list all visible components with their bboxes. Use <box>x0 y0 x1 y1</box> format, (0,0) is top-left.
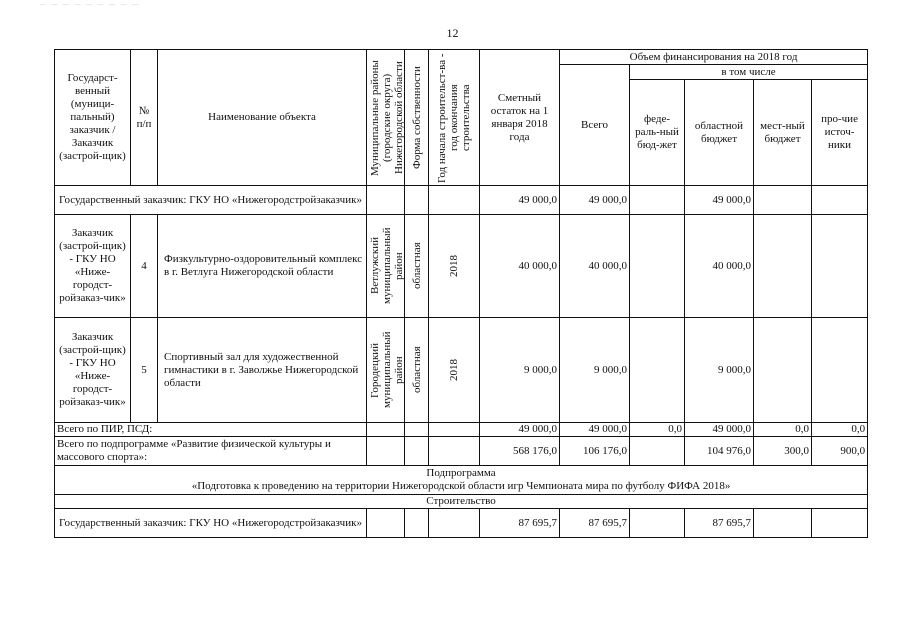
header-ownership-text: Форма собственности <box>410 66 423 169</box>
regional-cell: 104 976,0 <box>685 437 754 466</box>
federal-cell <box>630 215 685 318</box>
federal-cell <box>630 509 685 538</box>
empty-cell <box>367 186 405 215</box>
table-row-item <box>55 215 868 318</box>
balance-cell: 49 000,0 <box>480 186 560 215</box>
group-label: Государственный заказчик: ГКУ НО «Нижегородстройзаказчик» <box>55 509 367 538</box>
total-cell: 87 695,7 <box>560 509 630 538</box>
local-cell: 0,0 <box>754 423 812 437</box>
header-row-1 <box>55 50 868 65</box>
header-districts-text: Муниципальные районы (городские округа) Нижегородской области <box>369 59 405 176</box>
total-cell: 40 000,0 <box>560 215 630 318</box>
empty-cell <box>405 437 429 466</box>
years-text: 2018 <box>448 255 460 277</box>
num-cell: 4 <box>131 215 158 318</box>
total-cell: 49 000,0 <box>560 186 630 215</box>
other-cell: 0,0 <box>812 423 868 437</box>
empty-cell <box>405 186 429 215</box>
district-text: Ветлужский муниципальный район <box>369 227 405 305</box>
customer-cell: Заказчик (застрой-щик) - ГКУ НО «Ниже-городст-ройзаказ-чик» <box>55 215 131 318</box>
sum-label: Всего по ПИР, ПСД: <box>55 423 367 437</box>
total-cell: 106 176,0 <box>560 437 630 466</box>
scan-artifact-marks: — — — — — — — — — <box>40 2 140 8</box>
other-cell <box>812 318 868 423</box>
header-object-name: Наименование объекта <box>158 50 367 186</box>
local-cell <box>754 509 812 538</box>
regional-cell: 9 000,0 <box>685 318 754 423</box>
empty-cell <box>429 437 480 466</box>
regional-cell: 87 695,7 <box>685 509 754 538</box>
table-row-group <box>55 509 868 538</box>
local-cell <box>754 318 812 423</box>
years-text: 2018 <box>448 359 460 381</box>
federal-cell <box>630 318 685 423</box>
header-years-text: Год начала строительст-ва - год окончания строительства <box>436 52 472 183</box>
financing-table <box>54 49 868 538</box>
district-cell <box>367 318 405 423</box>
years-cell <box>429 318 480 423</box>
subprogram-row <box>55 466 868 495</box>
other-cell <box>812 509 868 538</box>
ownership-text: областная <box>410 242 423 290</box>
balance-cell: 87 695,7 <box>480 509 560 538</box>
years-cell <box>429 215 480 318</box>
empty-cell <box>429 186 480 215</box>
header-total: Всего <box>560 65 630 186</box>
balance-cell: 9 000,0 <box>480 318 560 423</box>
ownership-cell <box>405 318 429 423</box>
local-cell <box>754 215 812 318</box>
district-cell <box>367 215 405 318</box>
empty-cell <box>405 423 429 437</box>
district-text: Городецкий муниципальный район <box>369 331 405 409</box>
header-including: в том числе <box>630 65 868 80</box>
header-customer: Государст-венный (муници-пальный) заказчик / Заказчик (застрой-щик) <box>55 50 131 186</box>
header-funding: Объем финансирования на 2018 год <box>560 50 868 65</box>
ownership-cell <box>405 215 429 318</box>
header-balance: Сметный остаток на 1 января 2018 года <box>480 50 560 186</box>
header-years <box>429 50 480 186</box>
federal-cell <box>630 186 685 215</box>
header-ownership <box>405 50 429 186</box>
num-cell: 5 <box>131 318 158 423</box>
sum-label: Всего по подпрограмме «Развитие физической культуры и массового спорта»: <box>55 437 367 466</box>
group-label: Государственный заказчик: ГКУ НО «Нижегородстройзаказчик» <box>55 186 367 215</box>
object-name-cell: Спортивный зал для художественной гимнастики в г. Заволжье Нижегородской области <box>158 318 367 423</box>
empty-cell <box>405 509 429 538</box>
empty-cell <box>429 509 480 538</box>
customer-cell: Заказчик (застрой-щик) - ГКУ НО «Ниже-городст-ройзаказ-чик» <box>55 318 131 423</box>
subprogram-cell <box>55 466 868 495</box>
header-districts <box>367 50 405 186</box>
object-name-cell: Физкультурно-оздоровительный комплекс в г. Ветлуга Нижегородской области <box>158 215 367 318</box>
section-title: Строительство <box>55 495 868 509</box>
empty-cell <box>429 423 480 437</box>
header-regional: областной бюджет <box>685 80 754 186</box>
total-cell: 49 000,0 <box>560 423 630 437</box>
regional-cell: 49 000,0 <box>685 423 754 437</box>
other-cell <box>812 186 868 215</box>
balance-cell: 568 176,0 <box>480 437 560 466</box>
section-row <box>55 495 868 509</box>
table-row-group <box>55 186 868 215</box>
other-cell <box>812 215 868 318</box>
balance-cell: 40 000,0 <box>480 215 560 318</box>
subprogram-title: Подпрограмма <box>426 467 496 479</box>
empty-cell <box>367 509 405 538</box>
table-row-item <box>55 318 868 423</box>
table-row-sum <box>55 437 868 466</box>
regional-cell: 49 000,0 <box>685 186 754 215</box>
ownership-text: областная <box>410 346 423 394</box>
subprogram-name: «Подготовка к проведению на территории Нижегородской области игр Чемпионата мира по футболу ФИФА 2018» <box>191 480 731 492</box>
federal-cell: 0,0 <box>630 423 685 437</box>
page-number: 12 <box>446 26 459 40</box>
header-federal: феде-раль-ный бюд-жет <box>630 80 685 186</box>
local-cell <box>754 186 812 215</box>
regional-cell: 40 000,0 <box>685 215 754 318</box>
federal-cell <box>630 437 685 466</box>
balance-cell: 49 000,0 <box>480 423 560 437</box>
other-cell: 900,0 <box>812 437 868 466</box>
header-other: про-чие источ-ники <box>812 80 868 186</box>
local-cell: 300,0 <box>754 437 812 466</box>
empty-cell <box>367 437 405 466</box>
empty-cell <box>367 423 405 437</box>
header-num: № п/п <box>131 50 158 186</box>
table-row-sum <box>55 423 868 437</box>
total-cell: 9 000,0 <box>560 318 630 423</box>
header-local: мест-ный бюджет <box>754 80 812 186</box>
